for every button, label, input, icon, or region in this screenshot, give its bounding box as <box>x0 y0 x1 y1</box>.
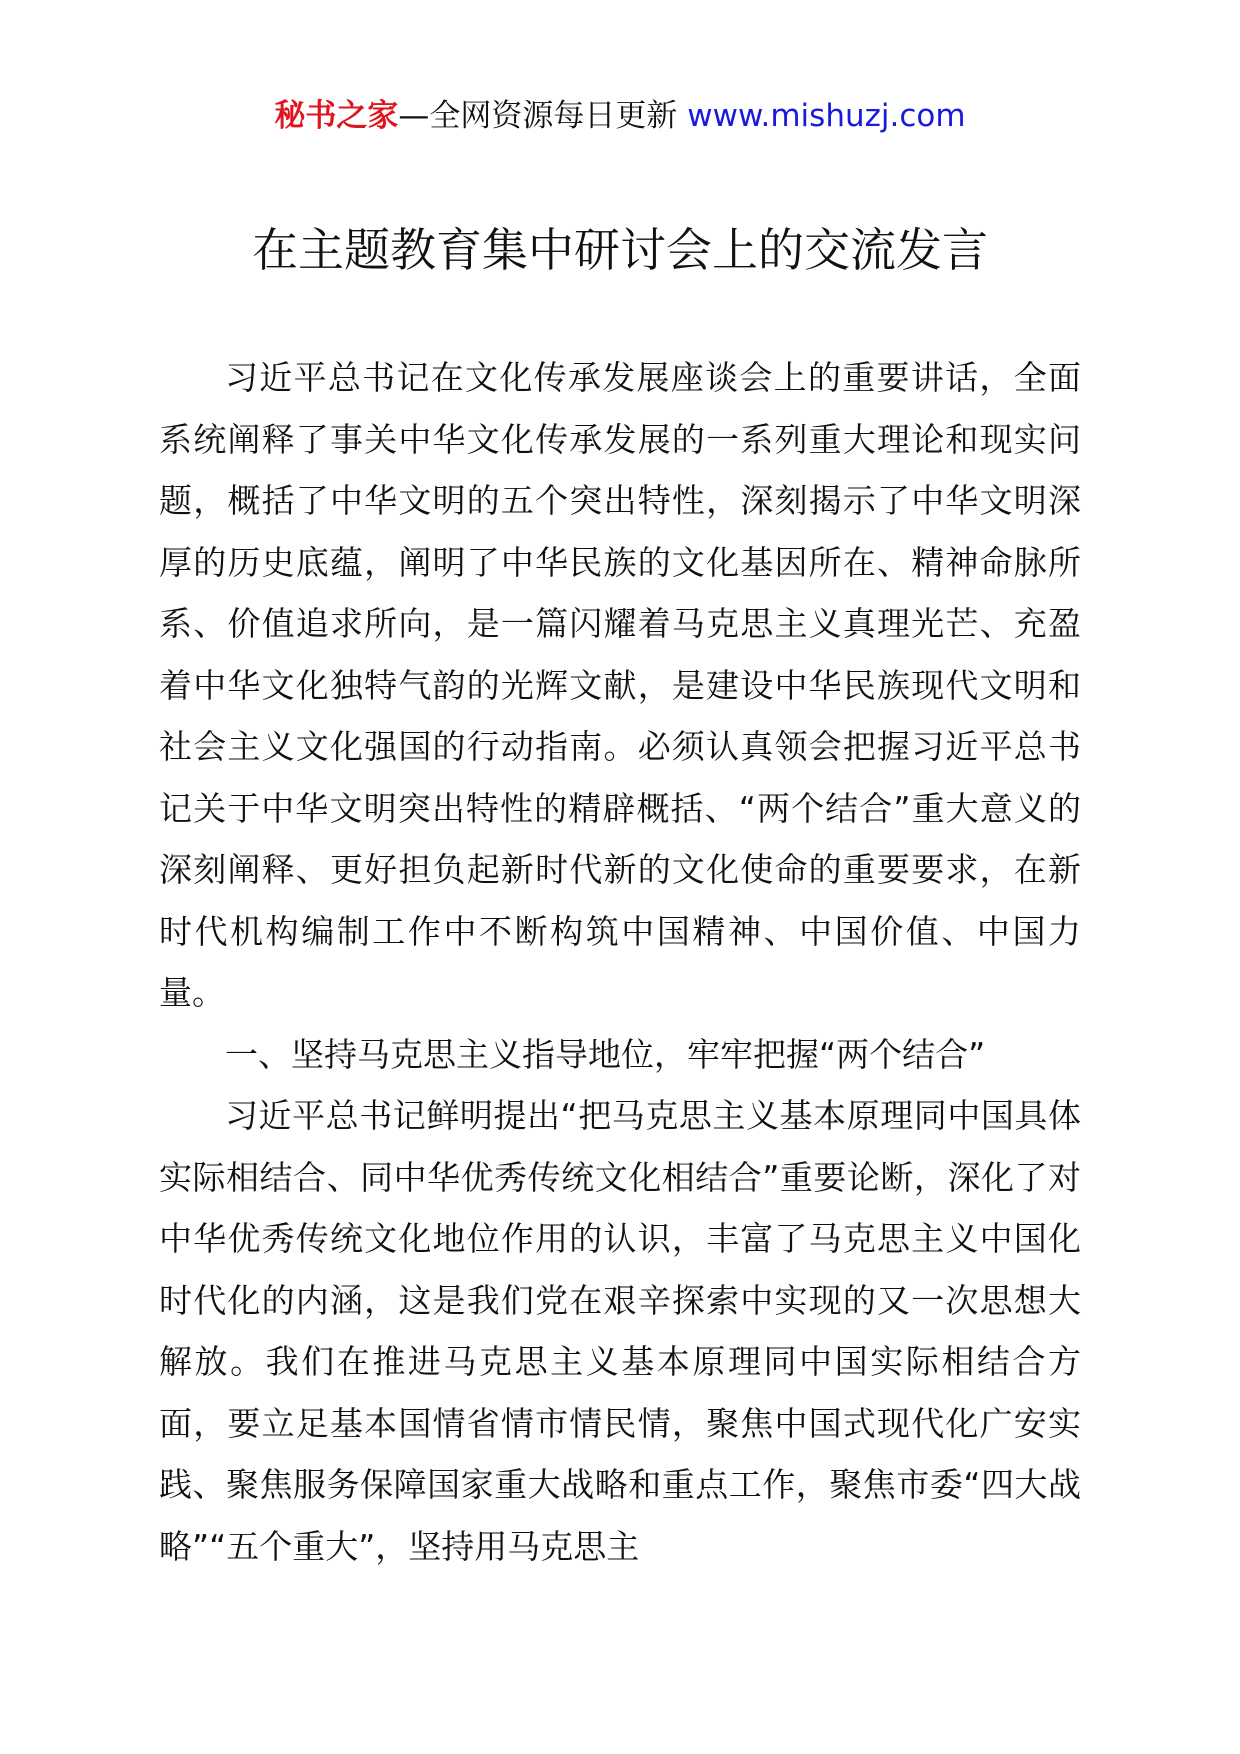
site-url-link[interactable]: www.mishuzj.com <box>687 98 966 134</box>
paragraph-intro: 习近平总书记在文化传承发展座谈会上的重要讲话，全面系统阐释了事关中华文化传承发展的一系列重大理论和现实问题，概括了中华文明的五个突出特性，深刻揭示了中华文明深厚的历史底蕴，阐明了中华民族的文化基因所在、精神命脉所系、价值追求所向，是一篇闪耀着马克思主义真理光芒、充盈着中华文化独特气韵的光辉文献，是建设中华民族现代文明和社会主义文化强国的行动指南。必须认真领会把握习近平总书记关于中华文明突出特性的精辟概括、“两个结合”重大意义的深刻阐释、更好担负起新时代新的文化使命的重要要求，在新时代机构编制工作中不断构筑中国精神、中国价值、中国力量。 <box>159 358 1081 1012</box>
section-heading-1: 一、坚持马克思主义指导地位，牢牢把握“两个结合” <box>225 1034 986 1074</box>
site-header <box>0 96 1240 136</box>
paragraph-section-1: 习近平总书记鲜明提出“把马克思主义基本原理同中国具体实际相结合、同中华优秀传统文化相结合”重要论断，深化了对中华优秀传统文化地位作用的认识，丰富了马克思主义中国化时代化的内涵，这是我们党在艰辛探索中实现的又一次思想大解放。我们在推进马克思主义基本原理同中国实际相结合方面，要立足基本国情省情市情民情，聚焦中国式现代化广安实践、聚焦服务保障国家重大战略和重点工作，聚焦市委“四大战略”“五个重大”，坚持用马克思主 <box>159 1096 1081 1566</box>
document-body <box>159 347 1081 1577</box>
site-tagline: —全网资源每日更新 <box>398 98 678 134</box>
site-brand: 秘书之家 <box>274 98 399 134</box>
document-title: 在主题教育集中研讨会上的交流发言 <box>252 223 988 277</box>
